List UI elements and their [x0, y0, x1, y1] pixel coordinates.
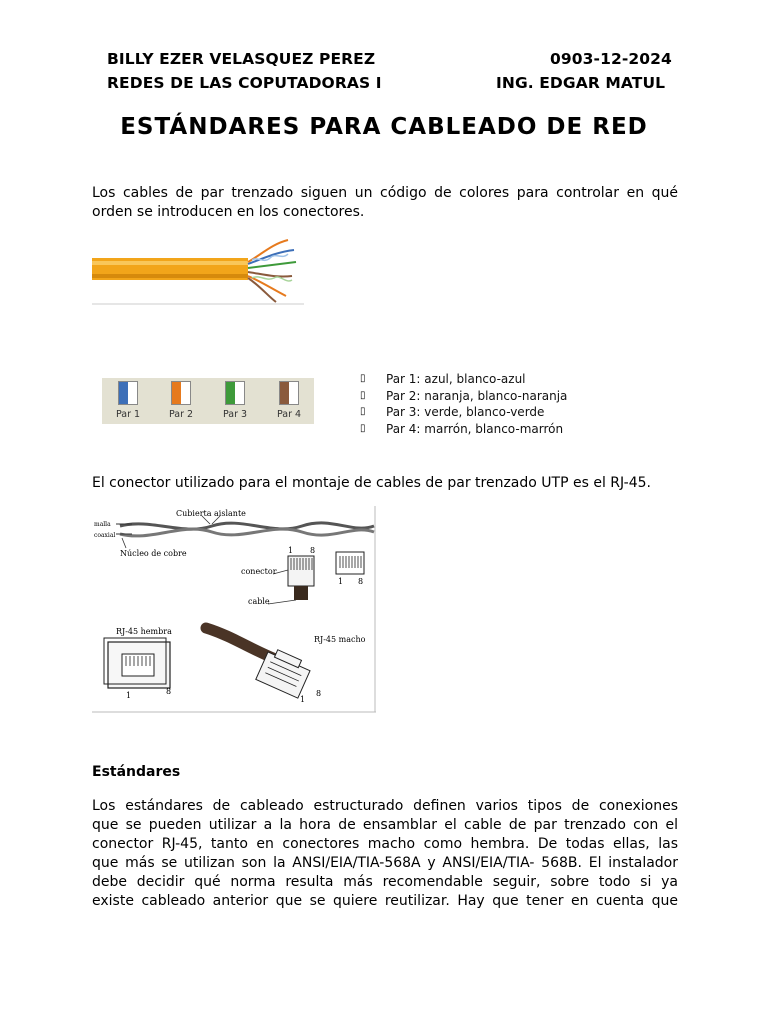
label-cubierta: Cubierta aislante	[176, 509, 246, 518]
student-id: 0903-12-2024	[550, 50, 672, 68]
pair-label: Par 3	[222, 409, 248, 420]
teacher-name: ING. EDGAR MATUL	[496, 74, 666, 92]
list-item	[360, 404, 567, 421]
pair-chip	[225, 381, 245, 405]
pair-item	[106, 381, 150, 421]
intro-line: orden se introducen en los conectores.	[92, 204, 365, 220]
pair-label: Par 2	[168, 409, 194, 420]
label-coaxial: coaxial	[94, 532, 116, 539]
list-item	[360, 388, 567, 405]
author-name: BILLY EZER VELASQUEZ PEREZ	[107, 50, 376, 68]
pair-color-box	[102, 378, 314, 424]
course-name: REDES DE LAS COPUTADORAS I	[107, 74, 382, 92]
paragraph-line: debe decidir qué norma resulta más recomendable seguir, sobre todo si ya	[92, 874, 678, 890]
paragraph-line: que más se utilizan son la ANSI/EIA/TIA-568A y ANSI/EIA/TIA- 568B. El instalador	[92, 855, 678, 871]
paragraph-line: existe cableado anterior que se quiere reutilizar. Hay que tener en cuenta que	[92, 893, 678, 909]
bullet-icon: ▯	[360, 406, 366, 417]
list-item	[360, 421, 567, 438]
document-title: ESTÁNDARES PARA CABLEADO DE RED	[120, 114, 648, 140]
label-conector: conector	[241, 567, 277, 576]
label-pin1-front: 1	[338, 577, 344, 586]
paragraph-line: conector RJ-45, tanto en conectores macho como hembra. De todas ellas, las	[92, 836, 678, 852]
pair-chip	[171, 381, 191, 405]
standards-paragraph	[92, 797, 678, 911]
label-pin8-front: 8	[358, 577, 364, 586]
section-heading: Estándares	[92, 764, 181, 780]
label-macho: RJ-45 macho	[314, 635, 366, 644]
rj45-diagram	[92, 504, 376, 714]
pair-chip	[279, 381, 299, 405]
bullet-icon: ▯	[360, 422, 366, 434]
pair-label: Par 1	[115, 409, 141, 420]
list-item-text: Par 3: verde, blanco-verde	[386, 405, 545, 419]
label-cable: cable	[248, 597, 270, 606]
list-item-text: Par 4: marrón, blanco-marrón	[386, 421, 564, 436]
label-nucleo: Núcleo de cobre	[120, 549, 187, 558]
utp-cable-image	[92, 234, 304, 306]
pair-item	[213, 381, 257, 421]
label-hembra: RJ-45 hembra	[116, 627, 172, 636]
label-malla: malla	[94, 521, 111, 528]
label-pin1-male: 1	[300, 695, 306, 704]
list-item-text: Par 2: naranja, blanco-naranja	[386, 388, 568, 403]
pair-item	[267, 381, 311, 421]
pair-item	[159, 381, 203, 421]
intro-line: Los cables de par trenzado siguen un código de colores para controlar en qué	[92, 185, 678, 201]
label-pin8-male: 8	[316, 689, 322, 698]
label-pin1-top: 1	[288, 546, 294, 555]
pair-list	[360, 371, 567, 437]
bullet-icon: ▯	[360, 389, 366, 401]
list-item-text: Par 1: azul, blanco-azul	[386, 372, 526, 386]
paragraph-line: que se pueden utilizar a la hora de ensamblar el cable de par trenzado con el	[92, 817, 678, 833]
list-item	[360, 371, 567, 388]
bullet-icon: ▯	[360, 373, 366, 384]
connector-paragraph: El conector utilizado para el montaje de cables de par trenzado UTP es el RJ-45.	[92, 475, 651, 491]
pair-label: Par 4	[276, 409, 302, 420]
label-pin1-female: 1	[126, 691, 132, 700]
paragraph-line: Los estándares de cableado estructurado definen varios tipos de conexiones	[92, 798, 678, 814]
pair-chip	[118, 381, 138, 405]
intro-paragraph	[92, 184, 678, 222]
label-pin8-top: 8	[310, 546, 316, 555]
label-pin8-female: 8	[166, 687, 172, 696]
